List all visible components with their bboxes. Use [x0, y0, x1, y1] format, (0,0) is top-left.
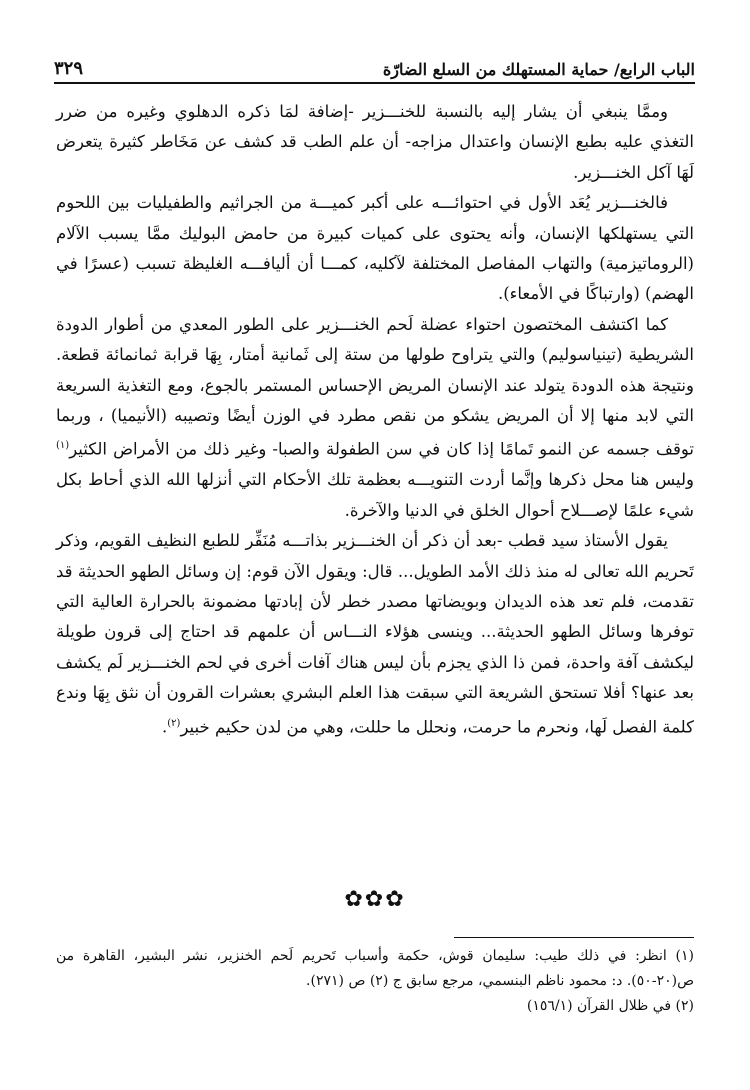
footnote-divider: [454, 937, 694, 938]
paragraph-3-text: كما اكتشف المختصون احتواء عضلة لَحم الخنـــزير على الطور المعدي من أطوار الدودة الشريطية (تينياسوليم) والتي يتراوح طولها من ستة إلى ثَمانية أمتار، بِهَا قرابة ثمانمائة قطعة. ونتيجة هذه الدودة يتولد عند الإنسان المريض الإحساس المستمر بالجوع، ومع التغذية السريعة التي لابد منها إلا أن المريض يشكو من نقص مطرد في الوزن أيضًا وتصيبه (الأنيميا) ، وربما توقف جسمه عن النمو تَمامًا إذا كان في سن الطفولة والصبا- وغير ذلك من الأمراض الكثير: [56, 314, 694, 459]
footnote-ref-1[interactable]: (١): [56, 440, 70, 452]
section-ornament-icon: ✿✿✿: [344, 887, 406, 912]
paragraph-4: [56, 526, 694, 742]
paragraph-2-text: فالخنـــزير يُعَد الأول في احتوائـــه على أكبر كميـــة من الجراثيم والطفيليات بين اللحوم التي يستهلكها الإنسان، وأنه يحتوى على كميات كبيرة من حامض البوليك ممَّا يسبب الآلام (الروماتيزمية) والتهاب المفاصل المختلفة لآكليه، كمـــا أن أليافـــه الغليظة تسبب (عسرًا في الهضم) (وارتباكًا في الأمعاء).: [56, 193, 694, 304]
paragraph-3-tail: وليس هنا محل ذكرها وإنَّما أردت التنويـــه بعظمة تلك الأحكام التي أنزلها الله الذي أحاط بكل شيء علمًا لإصـــلاح أحوال الخلق في الدنيا والآخرة.: [56, 470, 694, 520]
paragraph-4-tail: .: [162, 717, 168, 737]
paragraph-4-text: يقول الأستاذ سيد قطب -بعد أن ذكر أن الخنـــزير بذاتـــه مُنَفِّر للطبع النظيف القويم، وذكر تَحريم الله تعالى له منذ ذلك الأمد الطويل... قال: ويقول الآن قوم: إن وسائل الطهو الحديثة قد تقدمت، فلم تعد هذه الديدان وبويضاتها مصدر خطر لأن إبادتها مضمونة بالحرارة العالية التي توفرها وسائل الطهو الحديثة... وينسى هؤلاء النـــاس أن علمهم قد احتاج إلى قرون طويلة ليكشف آفة واحدة، فمن ذا الذي يجزم بأن ليس هناك آفات أخرى في لحم الخنـــزير لَم يكشف بعد عنها؟ أفلا تستحق الشريعة التي سبقت هذا العلم البشري بعشرات القرون أن نثق بِهَا وندع كلمة الفصل لَها، ونحرم ما حرمت، ونحلل ما حللت، وهي من لدن حكيم خبير: [56, 531, 694, 737]
paragraph-1: [56, 97, 694, 188]
running-header: [54, 50, 695, 84]
footnote-ref-2[interactable]: (٢): [167, 717, 181, 729]
footnote-1: (١) انظر: في ذلك طيب: سليمان قوش، حكمة وأسباب تَحريم لَحم الخنزير، نشر البشير، القاهرة من ص(٢٠-٥٠). د: محمود ناظم البنسمي، مرجع سابق ج (٢) ص (٢٧١).: [56, 948, 694, 989]
page-number: ٣٢٩: [54, 58, 84, 79]
paragraph-3: [56, 310, 694, 526]
paragraph-1-text: وممَّا ينبغي أن يشار إليه بالنسبة للخنـــزير -إضافة لمَا ذكره الدهلوي وغيره من ضرر التغذي عليه بطبع الإنسان واعتدال مزاجه- أن علم الطب قد كشف عن مَخَاطر كثيرة يتعرض لَهَا آكل الخنـــزير.: [56, 102, 694, 182]
chapter-title: الباب الرابع/ حماية المستهلك من السلع الضارّة: [382, 60, 695, 79]
footnote-2: (٢) في ظلال القرآن (١٥٦/١): [526, 998, 694, 1014]
footnotes: [56, 944, 694, 1019]
main-text: [56, 97, 694, 743]
paragraph-2: [56, 188, 694, 310]
